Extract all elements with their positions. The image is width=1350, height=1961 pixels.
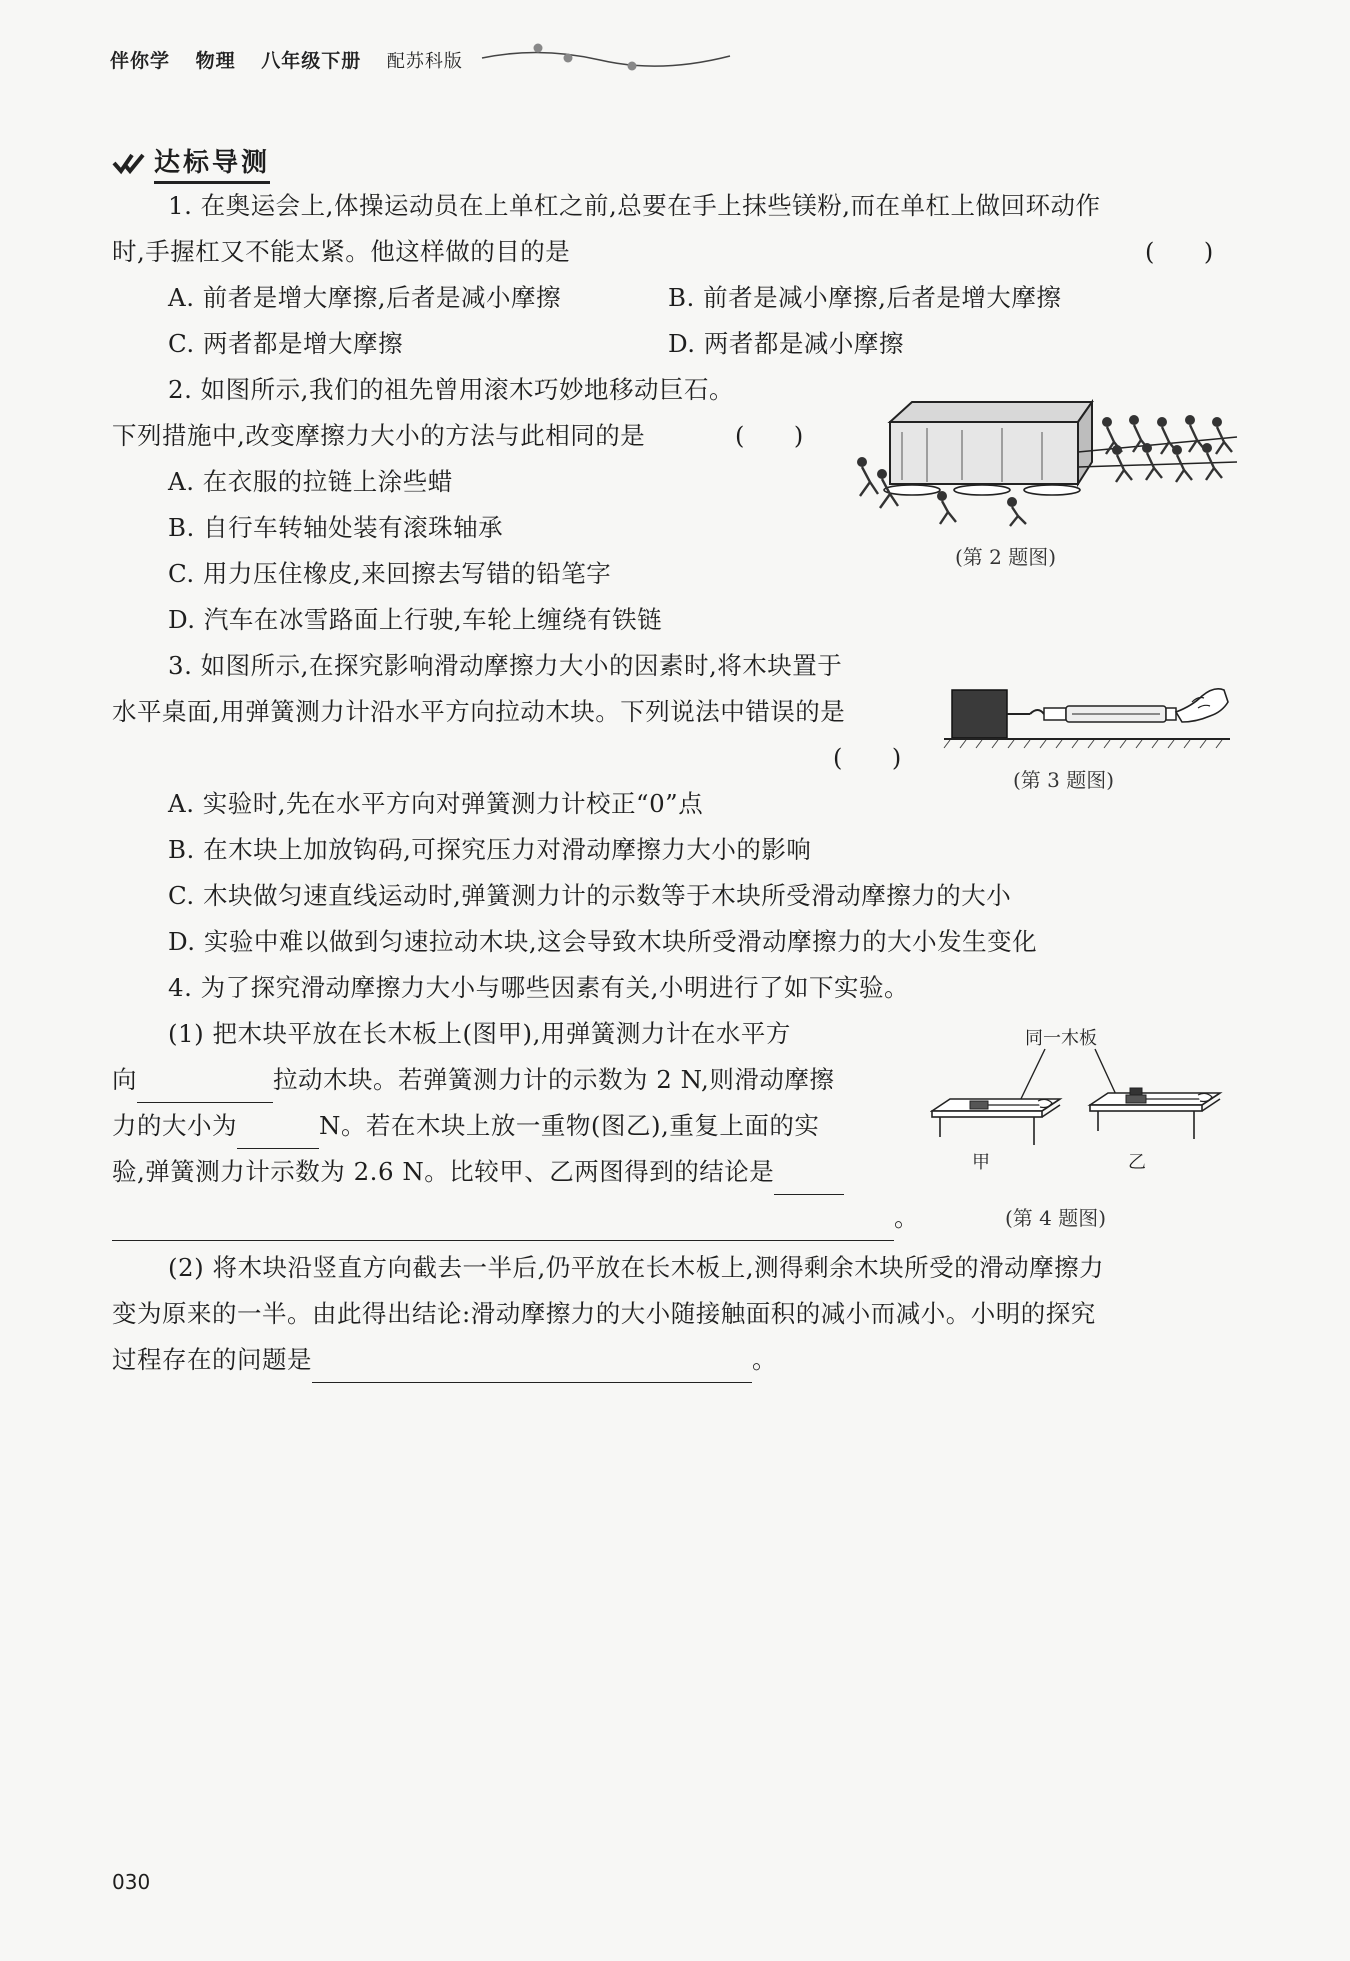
q3-answer-paren: ( ) — [833, 744, 902, 772]
q4-part1-line2-start: 向 — [112, 1065, 137, 1094]
q4-figure-label-yi: 乙 — [1128, 1152, 1146, 1173]
q4-part2-line3 — [112, 1337, 777, 1383]
q2-answer-paren: ( ) — [735, 422, 804, 450]
q2-option-c: C. 用力压住橡皮,来回擦去写错的铅笔字 — [168, 559, 612, 588]
q4-part2-line1: (2) 将木块沿竖直方向截去一半后,仍平放在长木板上,测得剩余木块所受的滑动摩擦力 — [168, 1253, 1105, 1282]
q2-figure-rolling-logs — [842, 392, 1242, 528]
q1-stem-line2: 时,手握杠又不能太紧。他这样做的目的是 — [112, 237, 571, 266]
q4-part1-line2 — [112, 1057, 834, 1103]
header-grade: 八年级下册 — [261, 50, 362, 72]
q3-option-d: D. 实验中难以做到匀速拉动木块,这会导致木块所受滑动摩擦力的大小发生变化 — [168, 927, 1038, 956]
header-subject: 物理 — [195, 50, 236, 72]
q2-stem-line2: 下列措施中,改变摩擦力大小的方法与此相同的是 — [112, 421, 646, 450]
header-edition: 配苏科版 — [386, 51, 463, 72]
q2-option-d: D. 汽车在冰雪路面上行驶,车轮上缠绕有铁链 — [168, 605, 663, 634]
q3-stem-line2: 水平桌面,用弹簧测力计沿水平方向拉动木块。下列说法中错误的是 — [112, 697, 846, 726]
q4-blank-conclusion[interactable] — [112, 1210, 894, 1241]
q2-stem-line1: 2. 如图所示,我们的祖先曾用滚木巧妙地移动巨石。 — [168, 375, 734, 404]
q2-figure-caption: (第 2 题图) — [955, 545, 1057, 569]
q4-figure-board-label: 同一木板 — [1025, 1028, 1097, 1049]
q4-part1-line1: (1) 把木块平放在长木板上(图甲),用弹簧测力计在水平方 — [168, 1019, 791, 1048]
q3-option-c: C. 木块做匀速直线运动时,弹簧测力计的示数等于木块所受滑动摩擦力的大小 — [168, 881, 1012, 910]
q1-option-d: D. 两者都是减小摩擦 — [668, 329, 904, 358]
q3-stem-line1: 3. 如图所示,在探究影响滑动摩擦力大小的因素时,将木块置于 — [168, 651, 843, 680]
double-check-icon — [112, 150, 146, 176]
header-decoration — [480, 36, 740, 76]
q4-part1-line3-end: N。若在木块上放一重物(图乙),重复上面的实 — [319, 1111, 820, 1140]
running-header — [110, 46, 481, 73]
q4-blank-direction[interactable] — [137, 1072, 273, 1103]
q4-intro: 4. 为了探究滑动摩擦力大小与哪些因素有关,小明进行了如下实验。 — [168, 973, 909, 1002]
q4-part2-end: 。 — [752, 1345, 777, 1374]
q1-answer-paren: ( ) — [1145, 238, 1214, 266]
q1-stem-line1: 1. 在奥运会上,体操运动员在上单杠之前,总要在手上抹些镁粉,而在单杠上做回环动作 — [168, 191, 1101, 220]
q4-part2-line3-text: 过程存在的问题是 — [112, 1345, 312, 1374]
q3-option-a: A. 实验时,先在水平方向对弹簧测力计校正“0”点 — [168, 789, 704, 818]
section-title — [112, 142, 270, 184]
q4-part1-end: 。 — [894, 1203, 919, 1232]
header-brand: 伴你学 — [110, 50, 171, 72]
q4-part1-line4-text: 验,弹簧测力计示数为 2.6 N。比较甲、乙两图得到的结论是 — [112, 1157, 775, 1186]
q4-figure-tables — [930, 1045, 1230, 1155]
q3-figure-caption: (第 3 题图) — [1013, 768, 1115, 792]
q1-option-c: C. 两者都是增大摩擦 — [168, 329, 403, 358]
q4-figure-label-jia: 甲 — [972, 1152, 990, 1173]
q1-option-a: A. 前者是增大摩擦,后者是减小摩擦 — [168, 283, 562, 312]
page-number: 030 — [112, 1870, 151, 1894]
section-title-text: 达标导测 — [154, 142, 270, 184]
q4-part2-line2: 变为原来的一半。由此得出结论:滑动摩擦力的大小随接触面积的减小而减小。小明的探究 — [112, 1299, 1096, 1328]
q2-option-a: A. 在衣服的拉链上涂些蜡 — [168, 467, 453, 496]
q3-figure-spring-scale — [942, 672, 1232, 750]
q4-part1-line4 — [112, 1149, 844, 1195]
q4-blank-problem[interactable] — [312, 1352, 752, 1383]
q3-option-b: B. 在木块上加放钩码,可探究压力对滑动摩擦力大小的影响 — [168, 835, 812, 864]
q4-blank-friction-value[interactable] — [237, 1118, 319, 1149]
q4-part1-line3-start: 力的大小为 — [112, 1111, 237, 1140]
q4-part1-line5 — [112, 1195, 919, 1241]
q4-part1-line2-end: 拉动木块。若弹簧测力计的示数为 2 N,则滑动摩擦 — [273, 1065, 835, 1094]
q4-part1-line3 — [112, 1103, 819, 1149]
q4-figure-caption: (第 4 题图) — [1005, 1206, 1107, 1230]
q1-option-b: B. 前者是减小摩擦,后者是增大摩擦 — [668, 283, 1062, 312]
q2-option-b: B. 自行车转轴处装有滚珠轴承 — [168, 513, 504, 542]
q4-blank-conclusion-start[interactable] — [774, 1164, 844, 1195]
